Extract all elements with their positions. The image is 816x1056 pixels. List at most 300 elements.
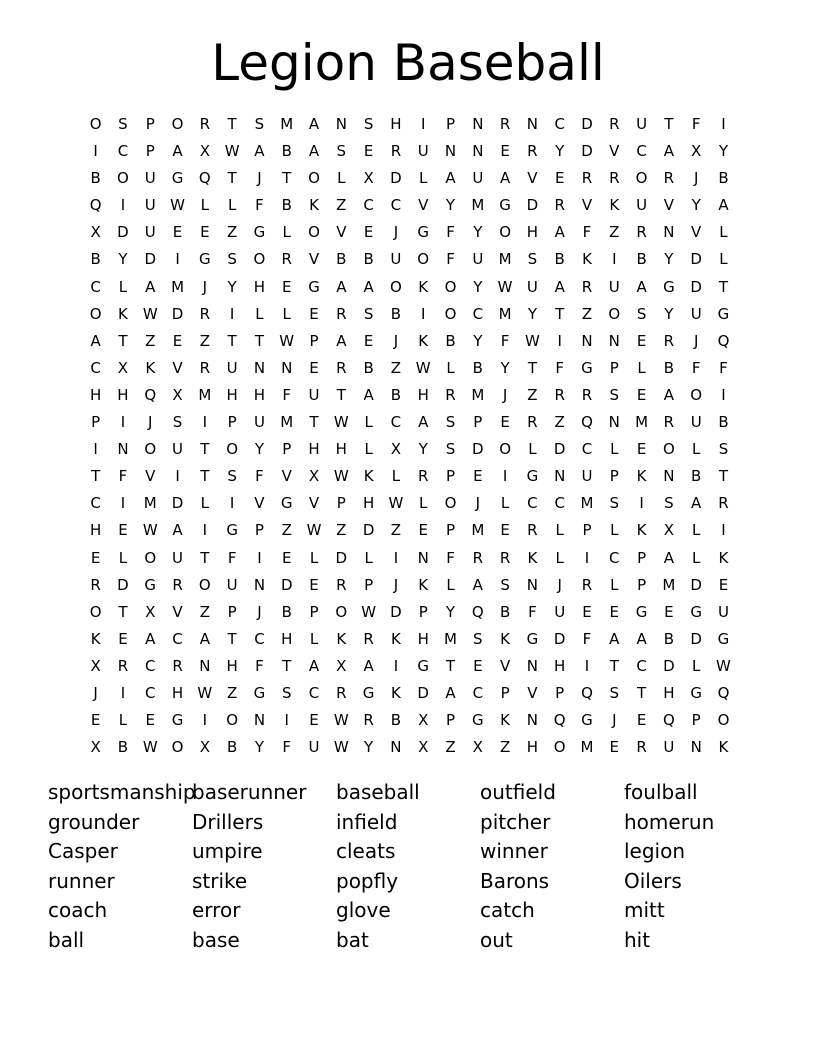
grid-letter: L bbox=[528, 440, 537, 459]
grid-letter: Q bbox=[144, 385, 157, 404]
grid-letter: B bbox=[663, 358, 675, 377]
grid-letter: H bbox=[308, 440, 320, 459]
grid-letter: C bbox=[390, 413, 402, 432]
grid-letter: H bbox=[362, 494, 375, 513]
grid-letter: Z bbox=[554, 413, 565, 432]
grid-letter: L bbox=[118, 711, 128, 730]
word-list-item: pitcher bbox=[480, 809, 551, 834]
grid-letter: E bbox=[309, 358, 319, 377]
grid-letter: S bbox=[473, 629, 483, 648]
grid-letter: M bbox=[662, 575, 676, 594]
grid-letter: L bbox=[309, 629, 319, 648]
grid-letter: U bbox=[554, 602, 566, 621]
grid-letter: R bbox=[663, 413, 675, 432]
grid-letter: I bbox=[93, 142, 98, 161]
grid-letter: M bbox=[471, 521, 485, 540]
grid-letter: A bbox=[90, 331, 101, 350]
grid-letter: O bbox=[171, 738, 184, 757]
grid-letter: L bbox=[719, 223, 728, 242]
grid-letter: Y bbox=[691, 196, 701, 215]
grid-letter: U bbox=[144, 223, 156, 242]
grid-letter: F bbox=[255, 196, 264, 215]
grid-letter: V bbox=[308, 250, 320, 269]
grid-letter: A bbox=[254, 142, 265, 161]
grid-letter: W bbox=[333, 413, 349, 432]
grid-letter: K bbox=[418, 277, 429, 296]
grid-letter: O bbox=[171, 115, 184, 133]
grid-letter: V bbox=[527, 683, 538, 702]
grid-letter: W bbox=[333, 467, 349, 486]
grid-letter: B bbox=[718, 413, 729, 432]
grid-letter: T bbox=[227, 169, 237, 188]
grid-letter: Y bbox=[254, 738, 265, 757]
grid-letter: G bbox=[171, 169, 184, 188]
grid-letter: C bbox=[636, 142, 647, 161]
grid-letter: Y bbox=[500, 358, 510, 377]
grid-letter: M bbox=[198, 385, 212, 404]
grid-letter: D bbox=[417, 683, 429, 702]
grid-letter: Q bbox=[198, 169, 211, 188]
grid-letter: I bbox=[612, 250, 617, 269]
grid-letter: R bbox=[336, 304, 347, 323]
grid-letter: H bbox=[281, 629, 293, 648]
grid-letter: N bbox=[526, 711, 539, 730]
grid-letter: W bbox=[361, 602, 377, 621]
grid-letter: J bbox=[393, 223, 399, 242]
grid-letter: A bbox=[663, 548, 675, 567]
grid-letter: Y bbox=[555, 142, 565, 161]
grid-letter: Q bbox=[581, 413, 593, 432]
grid-letter: F bbox=[555, 358, 565, 377]
grid-letter: M bbox=[498, 250, 512, 269]
grid-letter: L bbox=[200, 196, 210, 215]
grid-letter: R bbox=[172, 656, 183, 675]
word-list-item: grounder bbox=[48, 809, 140, 834]
grid-letter: L bbox=[200, 494, 210, 513]
grid-letter: K bbox=[500, 629, 511, 648]
grid-letter: M bbox=[171, 277, 185, 296]
grid-letter: L bbox=[364, 548, 373, 567]
grid-letter: Z bbox=[145, 331, 156, 350]
grid-letter: N bbox=[253, 575, 266, 594]
grid-letter: X bbox=[418, 711, 429, 730]
grid-letter: R bbox=[117, 656, 129, 675]
grid-letter: E bbox=[172, 331, 183, 350]
grid-letter: G bbox=[635, 602, 648, 621]
grid-letter: O bbox=[308, 169, 320, 188]
grid-letter: G bbox=[417, 656, 430, 675]
grid-letter: S bbox=[609, 385, 620, 404]
grid-letter: A bbox=[718, 196, 729, 215]
grid-letter: R bbox=[281, 250, 292, 269]
grid-letter: S bbox=[664, 494, 674, 513]
grid-letter: I bbox=[420, 115, 426, 133]
grid-letter: Y bbox=[364, 738, 374, 757]
grid-letter: O bbox=[635, 169, 648, 188]
grid-letter: O bbox=[89, 115, 102, 133]
grid-letter: S bbox=[254, 115, 265, 133]
grid-letter: G bbox=[690, 683, 702, 702]
grid-letter: B bbox=[281, 142, 292, 161]
grid-letter: P bbox=[254, 521, 264, 540]
grid-letter: C bbox=[145, 683, 156, 702]
grid-letter: G bbox=[717, 629, 730, 648]
grid-letter: E bbox=[636, 331, 647, 350]
grid-letter: J bbox=[502, 385, 508, 404]
grid-letter: A bbox=[499, 169, 511, 188]
grid-letter: C bbox=[390, 196, 402, 215]
grid-letter: E bbox=[582, 602, 592, 621]
grid-letter: Z bbox=[199, 331, 210, 350]
grid-letter: N bbox=[444, 142, 457, 161]
grid-letter: E bbox=[473, 656, 483, 675]
grid-letter: R bbox=[90, 575, 101, 594]
word-list-item: homerun bbox=[624, 809, 715, 834]
grid-letter: E bbox=[118, 629, 128, 648]
grid-letter: B bbox=[90, 250, 101, 269]
grid-letter: T bbox=[200, 467, 210, 486]
grid-letter: J bbox=[693, 331, 699, 350]
grid-letter: R bbox=[336, 358, 347, 377]
grid-letter: F bbox=[282, 738, 292, 757]
grid-letter: F bbox=[691, 115, 701, 133]
grid-letter: A bbox=[363, 385, 374, 404]
grid-letter: L bbox=[282, 223, 291, 242]
grid-letter: Z bbox=[336, 521, 347, 540]
grid-letter: J bbox=[257, 169, 262, 188]
grid-letter: Y bbox=[527, 304, 537, 323]
grid-letter: O bbox=[444, 304, 457, 323]
grid-letter: A bbox=[609, 629, 620, 648]
grid-letter: A bbox=[418, 413, 429, 432]
grid-letter: S bbox=[636, 304, 647, 323]
grid-letter: T bbox=[227, 115, 237, 133]
grid-letter: K bbox=[390, 683, 401, 702]
grid-letter: I bbox=[202, 711, 208, 730]
grid-letter: E bbox=[636, 440, 647, 459]
grid-letter: V bbox=[663, 196, 675, 215]
grid-letter: P bbox=[582, 521, 592, 540]
grid-letter: A bbox=[199, 629, 210, 648]
word-list-item: infield bbox=[336, 809, 398, 834]
grid-letter: Q bbox=[553, 711, 566, 730]
grid-letter: H bbox=[526, 223, 539, 242]
grid-letter: X bbox=[199, 142, 210, 161]
grid-letter: O bbox=[117, 169, 129, 188]
grid-letter: T bbox=[309, 413, 319, 432]
grid-letter: H bbox=[90, 521, 102, 540]
grid-letter: C bbox=[472, 683, 484, 702]
grid-letter: W bbox=[388, 494, 404, 513]
grid-letter: L bbox=[419, 169, 428, 188]
grid-letter: D bbox=[390, 169, 402, 188]
grid-letter: Z bbox=[499, 738, 511, 757]
grid-letter: S bbox=[609, 494, 620, 513]
grid-letter: G bbox=[471, 711, 484, 730]
grid-letter: K bbox=[336, 629, 347, 648]
grid-letter: I bbox=[175, 467, 180, 486]
grid-letter: C bbox=[90, 358, 101, 377]
grid-letter: U bbox=[526, 277, 538, 296]
grid-letter: L bbox=[446, 358, 455, 377]
grid-letter: U bbox=[636, 196, 648, 215]
grid-letter: E bbox=[200, 223, 210, 242]
grid-letter: P bbox=[445, 115, 456, 133]
grid-letter: F bbox=[500, 331, 510, 350]
grid-letter: A bbox=[145, 277, 156, 296]
grid-letter: Q bbox=[471, 602, 484, 621]
grid-letter: R bbox=[499, 548, 511, 567]
grid-letter: D bbox=[690, 277, 702, 296]
grid-letter: H bbox=[171, 683, 184, 702]
grid-letter: P bbox=[336, 494, 346, 513]
word-list-item: mitt bbox=[624, 898, 665, 923]
grid-letter: E bbox=[145, 711, 155, 730]
grid-letter: N bbox=[526, 656, 539, 675]
grid-letter: D bbox=[690, 250, 702, 269]
grid-letter: O bbox=[226, 711, 239, 730]
grid-letter: S bbox=[172, 413, 183, 432]
grid-letter: O bbox=[308, 223, 320, 242]
grid-letter: D bbox=[280, 575, 293, 594]
grid-letter: D bbox=[390, 602, 402, 621]
grid-letter: X bbox=[390, 440, 402, 459]
grid-letter: Y bbox=[118, 250, 128, 269]
grid-letter: R bbox=[172, 575, 183, 594]
grid-letter: R bbox=[445, 385, 456, 404]
grid-letter: I bbox=[584, 656, 590, 675]
word-list bbox=[48, 778, 768, 956]
grid-letter: H bbox=[90, 385, 102, 404]
grid-letter: I bbox=[639, 494, 644, 513]
grid-letter: D bbox=[117, 575, 129, 594]
grid-letter: P bbox=[445, 711, 456, 730]
grid-letter: F bbox=[446, 250, 455, 269]
grid-letter: N bbox=[390, 738, 402, 757]
grid-letter: A bbox=[172, 142, 183, 161]
word-list-item: outfield bbox=[480, 780, 556, 804]
grid-letter: R bbox=[581, 277, 593, 296]
grid-letter: R bbox=[199, 304, 211, 323]
grid-letter: P bbox=[691, 711, 701, 730]
grid-letter: S bbox=[363, 304, 374, 323]
grid-letter: L bbox=[118, 548, 128, 567]
grid-letter: A bbox=[691, 494, 702, 513]
grid-letter: C bbox=[581, 440, 593, 459]
word-list-item: Oilers bbox=[624, 868, 682, 893]
grid-letter: R bbox=[609, 115, 620, 133]
grid-letter: E bbox=[664, 602, 674, 621]
word-list-item: baseball bbox=[336, 780, 420, 804]
grid-letter: X bbox=[691, 142, 702, 161]
grid-letter: Z bbox=[609, 223, 620, 242]
grid-letter: B bbox=[390, 304, 402, 323]
grid-letter: A bbox=[145, 629, 156, 648]
grid-letter: A bbox=[636, 629, 647, 648]
grid-letter: C bbox=[554, 494, 565, 513]
grid-letter: O bbox=[499, 440, 511, 459]
grid-letter: H bbox=[663, 683, 675, 702]
grid-letter: M bbox=[280, 115, 294, 133]
grid-letter: L bbox=[227, 196, 237, 215]
grid-letter: D bbox=[581, 115, 593, 133]
grid-letter: P bbox=[364, 575, 374, 594]
grid-letter: X bbox=[145, 602, 156, 621]
grid-letter: N bbox=[526, 115, 539, 133]
grid-letter: W bbox=[306, 521, 322, 540]
word-list-item: legion bbox=[624, 839, 686, 864]
grid-letter: P bbox=[609, 358, 619, 377]
grid-letter: A bbox=[363, 277, 374, 296]
grid-letter: K bbox=[500, 711, 511, 730]
grid-letter: A bbox=[554, 277, 565, 296]
grid-letter: R bbox=[363, 711, 374, 730]
grid-letter: I bbox=[393, 548, 399, 567]
grid-letter: X bbox=[663, 521, 675, 540]
grid-letter: U bbox=[253, 413, 265, 432]
grid-letter: E bbox=[636, 385, 647, 404]
grid-letter: A bbox=[308, 656, 320, 675]
grid-letter: X bbox=[472, 738, 483, 757]
grid-letter: U bbox=[144, 196, 156, 215]
grid-letter: M bbox=[143, 494, 157, 513]
grid-letter: E bbox=[363, 142, 374, 161]
word-list-item: popfly bbox=[336, 868, 399, 893]
grid-letter: C bbox=[90, 277, 101, 296]
grid-letter: L bbox=[692, 521, 701, 540]
grid-letter: G bbox=[253, 223, 266, 242]
grid-letter: Z bbox=[390, 521, 402, 540]
grid-letter: M bbox=[471, 196, 485, 215]
grid-letter: G bbox=[362, 683, 375, 702]
grid-letter: Y bbox=[473, 277, 483, 296]
grid-letter: X bbox=[90, 656, 101, 675]
grid-letter: J bbox=[148, 413, 153, 432]
grid-letter: V bbox=[254, 494, 265, 513]
grid-letter: H bbox=[253, 385, 266, 404]
grid-letter: P bbox=[91, 413, 101, 432]
grid-letter: X bbox=[363, 169, 374, 188]
grid-letter: K bbox=[527, 548, 538, 567]
grid-letter: W bbox=[333, 711, 349, 730]
word-list-item: runner bbox=[48, 868, 115, 893]
grid-letter: A bbox=[172, 521, 183, 540]
grid-letter: I bbox=[202, 413, 208, 432]
grid-letter: R bbox=[499, 115, 511, 133]
grid-letter: I bbox=[557, 331, 562, 350]
grid-letter: W bbox=[497, 277, 513, 296]
grid-letter: R bbox=[718, 494, 729, 513]
grid-letter: B bbox=[117, 738, 129, 757]
grid-letter: G bbox=[417, 223, 430, 242]
grid-letter: I bbox=[120, 413, 126, 432]
grid-letter: X bbox=[90, 223, 101, 242]
grid-letter: U bbox=[172, 548, 184, 567]
grid-letter: T bbox=[200, 440, 210, 459]
grid-letter: R bbox=[390, 142, 402, 161]
word-list-item: bat bbox=[336, 927, 369, 952]
grid-letter: M bbox=[471, 385, 485, 404]
grid-letter: G bbox=[526, 467, 539, 486]
grid-letter: J bbox=[693, 169, 699, 188]
grid-letter: D bbox=[553, 440, 566, 459]
grid-letter: P bbox=[418, 602, 428, 621]
grid-letter: U bbox=[308, 738, 320, 757]
grid-letter: K bbox=[390, 629, 401, 648]
grid-letter: W bbox=[415, 358, 431, 377]
grid-letter: L bbox=[637, 358, 646, 377]
grid-letter: J bbox=[393, 331, 399, 350]
word-list-item: out bbox=[480, 927, 513, 952]
grid-letter: J bbox=[557, 575, 562, 594]
grid-letter: N bbox=[581, 331, 593, 350]
grid-letter: N bbox=[253, 358, 266, 377]
grid-letter: K bbox=[718, 548, 729, 567]
grid-letter: W bbox=[170, 196, 185, 215]
grid-letter: Z bbox=[336, 196, 347, 215]
grid-letter: V bbox=[281, 467, 292, 486]
grid-letter: G bbox=[308, 277, 320, 296]
grid-letter: P bbox=[445, 467, 456, 486]
grid-letter: R bbox=[527, 142, 538, 161]
grid-letter: F bbox=[282, 385, 292, 404]
grid-letter: Z bbox=[226, 223, 238, 242]
grid-letter: L bbox=[309, 548, 319, 567]
grid-letter: M bbox=[580, 494, 594, 513]
grid-letter: W bbox=[224, 142, 240, 161]
grid-letter: E bbox=[309, 711, 319, 730]
grid-letter: N bbox=[663, 223, 675, 242]
grid-letter: R bbox=[417, 467, 429, 486]
grid-letter: S bbox=[500, 575, 510, 594]
grid-letter: E bbox=[90, 711, 101, 730]
grid-letter: N bbox=[472, 142, 484, 161]
grid-letter: I bbox=[502, 467, 508, 486]
grid-letter: T bbox=[336, 385, 346, 404]
grid-letter: T bbox=[118, 331, 128, 350]
grid-letter: V bbox=[691, 223, 702, 242]
grid-letter: B bbox=[691, 467, 702, 486]
grid-letter: J bbox=[475, 494, 481, 513]
grid-letter: L bbox=[610, 440, 619, 459]
grid-letter: K bbox=[718, 738, 729, 757]
grid-letter: R bbox=[636, 223, 647, 242]
grid-letter: B bbox=[90, 169, 101, 188]
grid-letter: L bbox=[555, 521, 564, 540]
word-list-item: umpire bbox=[192, 839, 263, 864]
grid-letter: T bbox=[664, 115, 674, 133]
grid-letter: G bbox=[144, 575, 157, 594]
grid-letter: C bbox=[472, 304, 484, 323]
grid-letter: R bbox=[336, 683, 347, 702]
grid-letter: Z bbox=[445, 738, 456, 757]
grid-letter: L bbox=[692, 656, 701, 675]
grid-letter: E bbox=[281, 277, 292, 296]
grid-letter: Q bbox=[717, 683, 730, 702]
grid-letter: I bbox=[120, 494, 126, 513]
grid-letter: L bbox=[719, 250, 728, 269]
grid-letter: S bbox=[363, 115, 374, 133]
grid-letter: L bbox=[555, 548, 564, 567]
grid-letter: S bbox=[118, 115, 128, 133]
grid-letter: S bbox=[527, 250, 538, 269]
grid-letter: K bbox=[90, 629, 101, 648]
grid-letter: H bbox=[554, 656, 566, 675]
grid-letter: V bbox=[145, 467, 156, 486]
grid-letter: Q bbox=[717, 331, 730, 350]
grid-letter: D bbox=[690, 575, 702, 594]
grid-letter: A bbox=[308, 142, 320, 161]
